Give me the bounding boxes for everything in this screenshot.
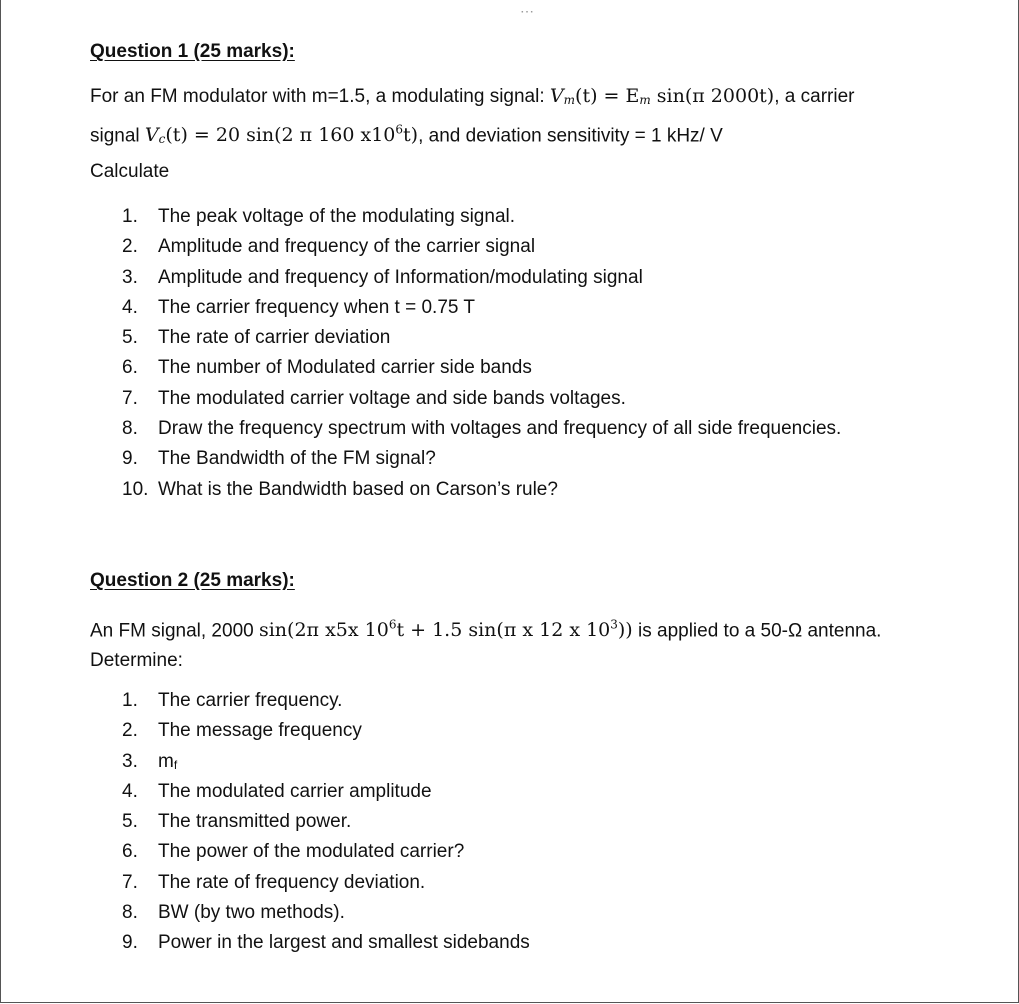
- list-item-text: [158, 747, 177, 777]
- list-item-number: 5.: [122, 811, 138, 833]
- list-item-main-text: m: [158, 750, 174, 772]
- list-item-number: 8.: [122, 418, 138, 440]
- list-item-text: [158, 444, 436, 474]
- list-item: [122, 475, 841, 505]
- list-item: [122, 777, 530, 807]
- list-item-main-text: BW (by two methods).: [158, 902, 345, 924]
- list-item: [122, 898, 530, 928]
- list-item: [122, 837, 530, 867]
- list-item-main-text: The transmitted power.: [158, 811, 352, 833]
- question-1-list: [122, 202, 841, 505]
- list-item-main-text: The rate of frequency deviation.: [158, 871, 426, 893]
- list-item-text: [158, 232, 535, 262]
- list-item-number: 3.: [122, 266, 138, 288]
- list-item-text: [158, 807, 351, 837]
- question-1-intro-line-2: [90, 115, 970, 154]
- list-item-number: 2.: [122, 720, 138, 742]
- list-item-number: 7.: [122, 387, 138, 409]
- list-item: [122, 686, 530, 716]
- list-item: [122, 868, 530, 898]
- list-item-number: 4.: [122, 780, 138, 802]
- determine-label: Determine:: [90, 650, 183, 672]
- question-2-list: [122, 686, 530, 959]
- list-item-number: 2.: [122, 236, 138, 258]
- list-item-main-text: Amplitude and frequency of Information/modulating signal: [158, 266, 643, 288]
- list-item-text: [158, 868, 425, 898]
- intro-text-end: , and deviation sensitivity = 1 kHz/ V: [418, 125, 723, 147]
- carrier-signal-equation: $V_c(t) = 20$ sin(2 π 160 $x10^6t$): [144, 123, 419, 147]
- list-item-text: [158, 414, 841, 444]
- list-item-number: 6.: [122, 841, 138, 863]
- list-item-main-text: The peak voltage of the modulating signal.: [158, 206, 516, 227]
- fm-signal-equation: sin(2π x5x $10^6t + 1.5$ sin(π x 12 x $10^3$)): [258, 618, 633, 642]
- list-item-number: 9.: [122, 448, 138, 470]
- list-item-main-text: The message frequency: [158, 720, 362, 742]
- question-1-intro: [90, 81, 970, 154]
- list-item-main-text: Amplitude and frequency of the carrier signal: [158, 236, 536, 258]
- question-2-heading: Question 2 (25 marks):: [90, 570, 295, 591]
- list-item-number: 1.: [122, 206, 138, 227]
- list-item: [122, 323, 841, 353]
- list-item-text: [158, 293, 475, 323]
- list-item-subscript: f: [173, 757, 178, 772]
- list-item-text: [158, 263, 643, 293]
- list-item-main-text: The carrier frequency when t = 0.75 T: [158, 296, 476, 318]
- list-item-main-text: The modulated carrier voltage and side bands voltages.: [158, 387, 626, 409]
- list-item-text: [158, 475, 558, 505]
- list-item: [122, 928, 530, 958]
- list-item-number: 10.: [122, 478, 149, 500]
- list-item-main-text: Draw the frequency spectrum with voltages and frequency of all side frequencies.: [158, 418, 842, 440]
- list-item: [122, 747, 530, 777]
- list-item-number: 1.: [122, 690, 138, 711]
- list-item-text: [158, 202, 515, 232]
- list-item-main-text: The carrier frequency.: [158, 690, 343, 711]
- more-options-icon[interactable]: ⋯: [520, 3, 535, 19]
- list-item: [122, 293, 841, 323]
- list-item-main-text: Power in the largest and smallest sidebands: [158, 932, 530, 954]
- question-1-heading: Question 1 (25 marks):: [90, 41, 295, 62]
- intro-text-end: , a carrier: [774, 86, 855, 107]
- list-item-main-text: The Bandwidth of the FM signal?: [158, 448, 436, 470]
- question-2-intro-line-1: [90, 610, 970, 646]
- list-item-main-text: The modulated carrier amplitude: [158, 780, 432, 802]
- intro-text: For an FM modulator with m=1.5, a modulating signal:: [90, 86, 550, 107]
- list-item: [122, 384, 841, 414]
- list-item: [122, 232, 841, 262]
- modulating-signal-equation: $V_m(t) = E_m$ sin(π 2000t): [549, 85, 775, 107]
- list-item-text: [158, 716, 362, 746]
- list-item: [122, 263, 841, 293]
- list-item-main-text: What is the Bandwidth based on Carson’s rule?: [158, 478, 558, 500]
- question-1-intro-line-1: [90, 81, 970, 115]
- list-item-text: [158, 777, 432, 807]
- list-item-main-text: The number of Modulated carrier side bands: [158, 357, 532, 379]
- list-item-number: 3.: [122, 750, 138, 772]
- list-item-number: 7.: [122, 871, 138, 893]
- list-item: [122, 716, 530, 746]
- list-item: [122, 444, 841, 474]
- list-item-text: [158, 898, 345, 928]
- list-item-main-text: The rate of carrier deviation: [158, 327, 391, 349]
- list-item-text: [158, 384, 626, 414]
- list-item-text: [158, 837, 464, 867]
- list-item-number: 9.: [122, 932, 138, 954]
- list-item: [122, 414, 841, 444]
- list-item-main-text: The power of the modulated carrier?: [158, 841, 465, 863]
- list-item-text: [158, 323, 390, 353]
- list-item-text: [158, 928, 530, 958]
- list-item: [122, 202, 841, 232]
- list-item-text: [158, 353, 532, 383]
- intro-text: An FM signal, 2000: [90, 620, 259, 642]
- list-item-number: 5.: [122, 327, 138, 349]
- calculate-label: Calculate: [90, 161, 170, 182]
- list-item: [122, 807, 530, 837]
- list-item-number: 6.: [122, 357, 138, 379]
- question-2-intro: [90, 610, 970, 676]
- intro-text-end: is applied to a 50-Ω antenna.: [632, 620, 882, 642]
- list-item-number: 8.: [122, 902, 138, 924]
- intro-text: signal: [90, 125, 145, 147]
- list-item: [122, 353, 841, 383]
- list-item-text: [158, 686, 342, 716]
- list-item-number: 4.: [122, 296, 138, 318]
